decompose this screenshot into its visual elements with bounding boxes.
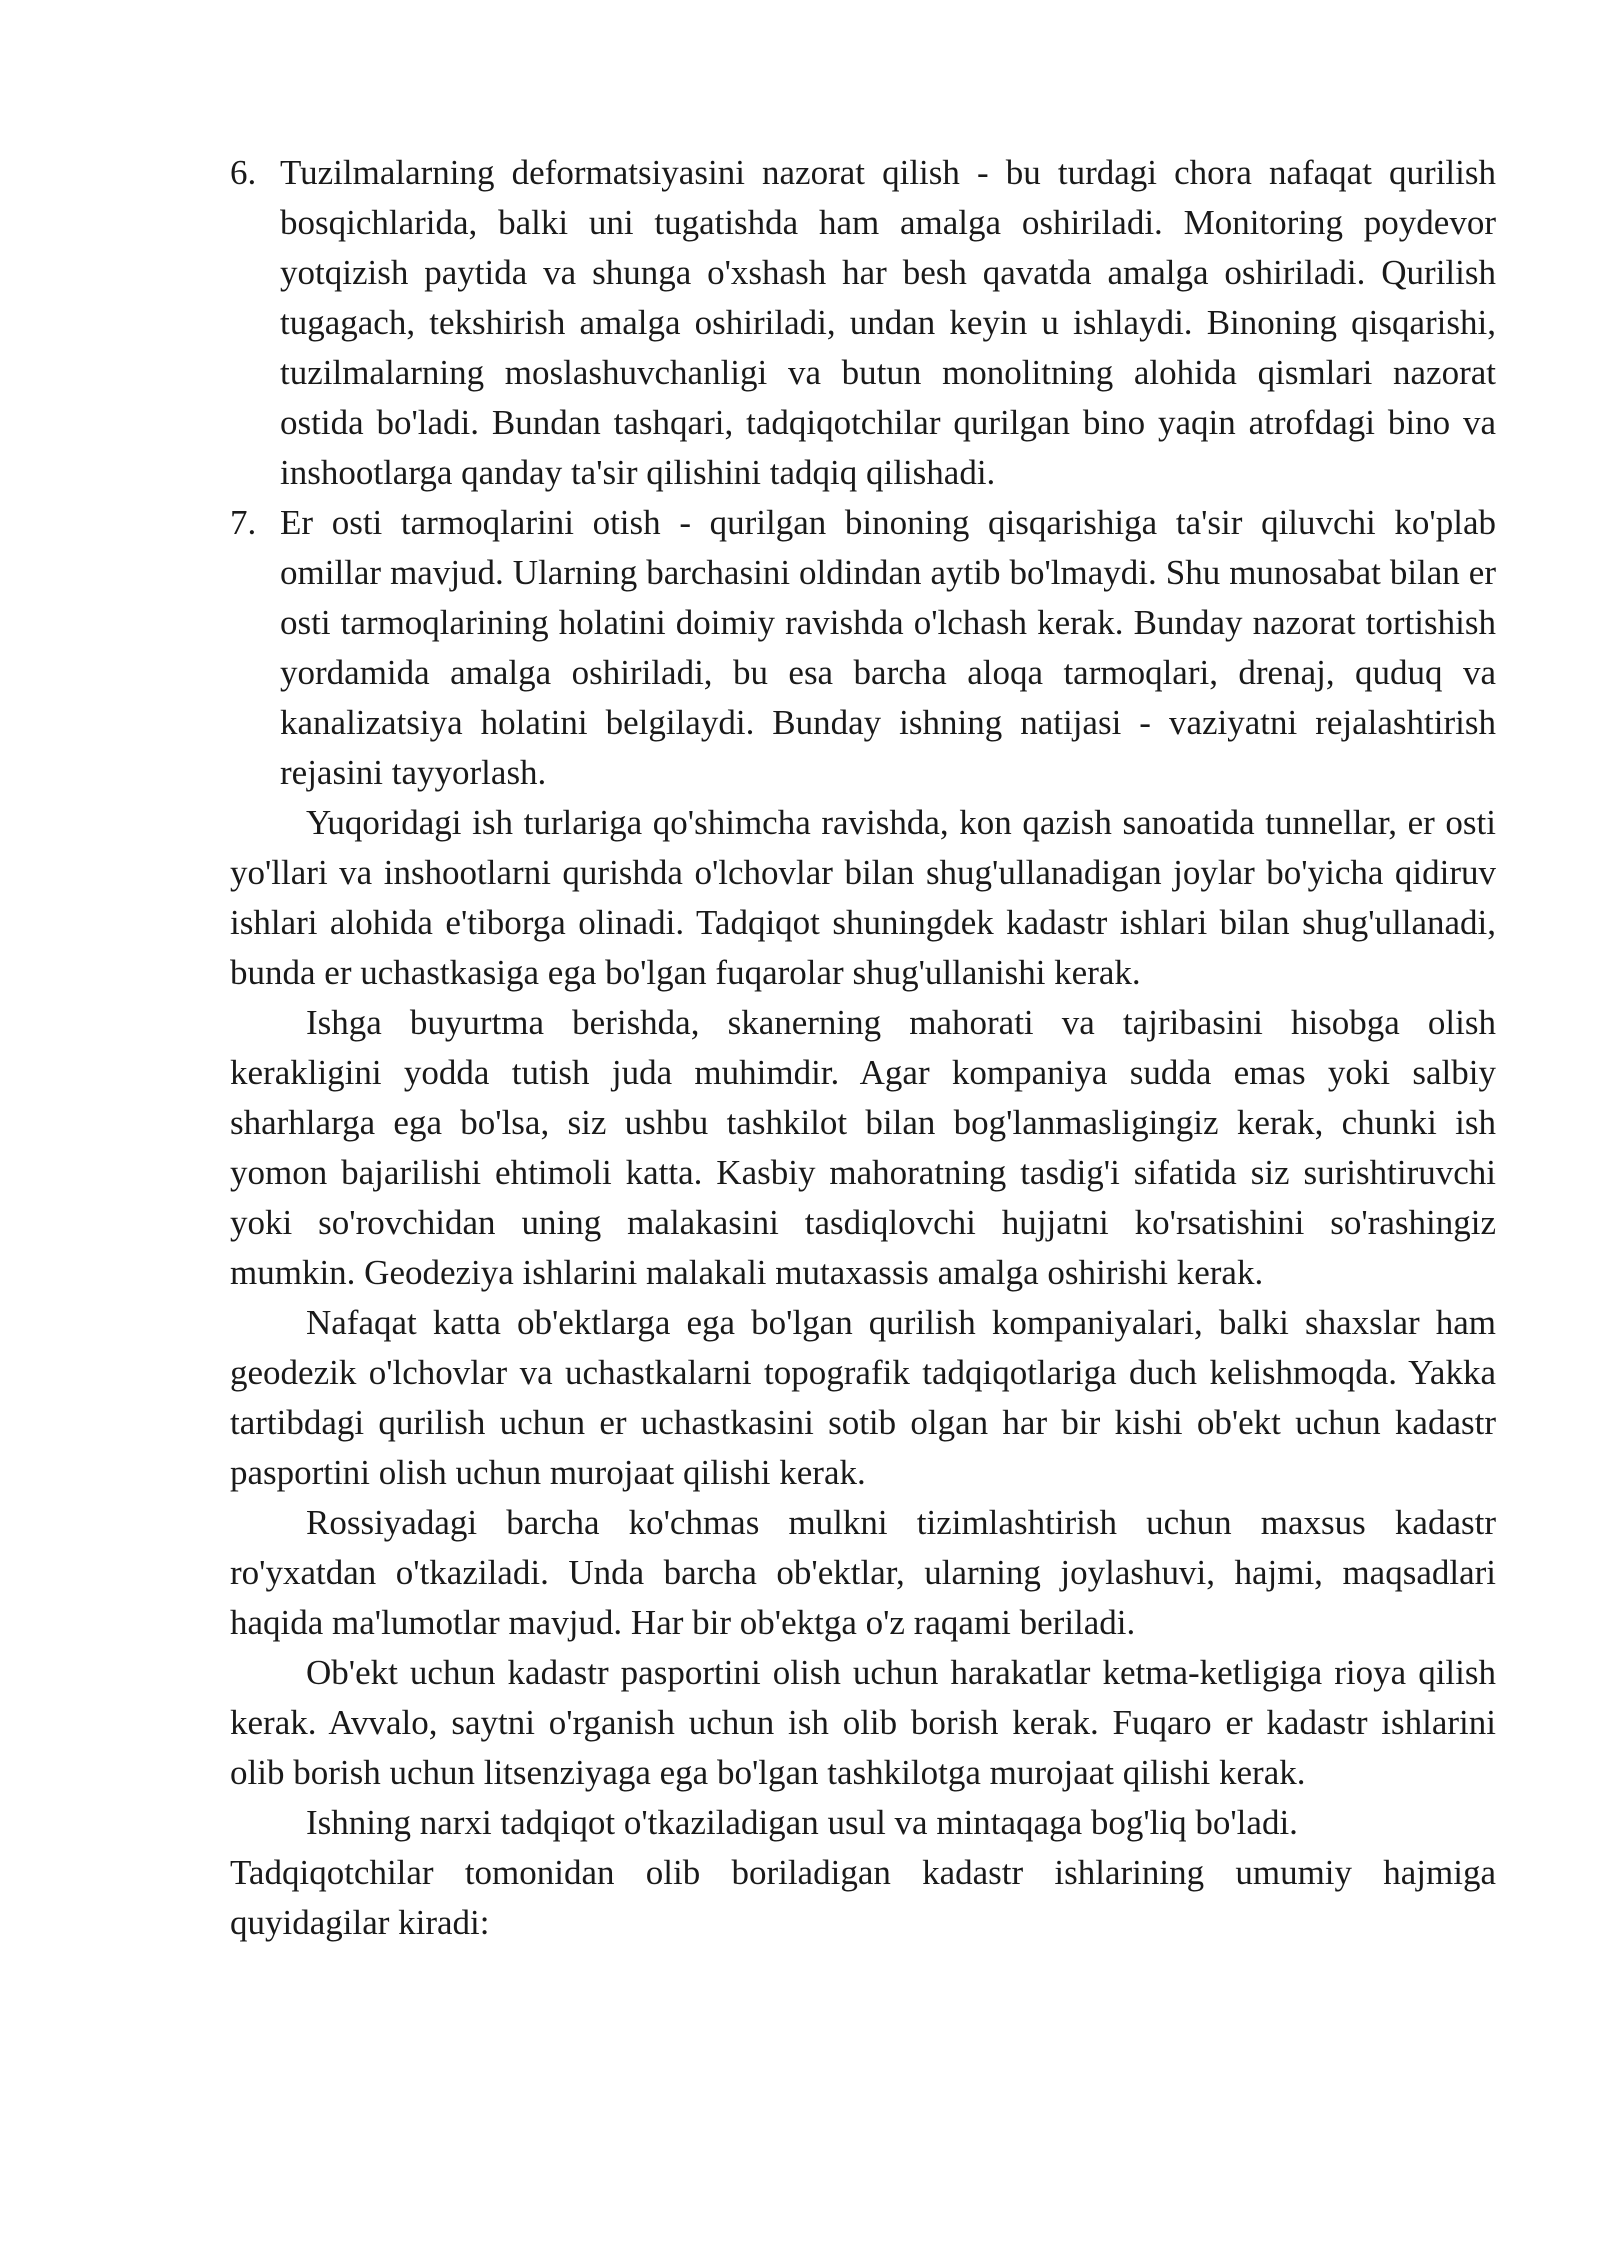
list-item-text: Er osti tarmoqlarini otish - qurilgan binoning qisqarishiga ta'sir qiluvchi ko'plab omillar mavjud. Ularning barchasini oldindan aytib bo'lmaydi. Shu munosabat bilan er osti tarmoqlarining holatini doimiy ravishda o'lchash kerak. Bunday nazorat tortishish yordamida amalga oshiriladi, bu esa barcha aloqa tarmoqlari, drenaj, quduq va kanalizatsiya holatini belgilaydi. Bunday ishning natijasi - vaziyatni rejalashtirish rejasini tayyorlash.	[280, 503, 1496, 792]
paragraph-ordering-work: Ishga buyurtma berishda, skanerning mahorati va tajribasini hisobga olish kerakligini yodda tutish juda muhimdir. Agar kompaniya sudda emas yoki salbiy sharhlarga ega bo'lsa, siz ushbu tashkilot bilan bog'lanmasligingiz kerak, chunki ish yomon bajarilishi ehtimoli katta. Kasbiy mahoratning tasdig'i sifatida siz surishtiruvchi yoki so'rovchidan uning malakasini tasdiqlovchi hujjatni ko'rsatishini so'rashingiz mumkin. Geodeziya ishlarini malakali mutaxassis amalga oshirishi kerak.	[230, 1003, 1496, 1292]
paragraph-price: Ishning narxi tadqiqot o'tkaziladigan usul va mintaqaga bog'liq bo'ladi.	[306, 1803, 1298, 1842]
list-number: 6.	[230, 153, 257, 192]
paragraph-individuals: Nafaqat katta ob'ektlarga ega bo'lgan qurilish kompaniyalari, balki shaxslar ham geodezik o'lchovlar va uchastkalarni topografik tadqiqotlariga duch kelishmoqda. Yakka tartibdagi qurilish uchun er uchastkasini sotib olgan har bir kishi ob'ekt uchun kadastr pasportini olish uchun murojaat qilishi kerak.	[230, 1303, 1496, 1492]
document-page	[230, 148, 1496, 1948]
list-number: 7.	[230, 503, 257, 542]
list-item-6	[230, 148, 1496, 498]
paragraph-additional-works: Yuqoridagi ish turlariga qo'shimcha ravishda, kon qazish sanoatida tunnellar, er osti yo'llari va inshootlarni qurishda o'lchovlar bilan shug'ullanadigan joylar bo'yicha qidiruv ishlari alohida e'tiborga olinadi. Tadqiqot shuningdek kadastr ishlari bilan shug'ullanadi, bunda er uchastkasiga ega bo'lgan fuqarolar shug'ullanishi kerak.	[230, 803, 1496, 992]
paragraph-cadastre-registry: Rossiyadagi barcha ko'chmas mulkni tizimlashtirish uchun maxsus kadastr ro'yxatdan o'tkaziladi. Unda barcha ob'ektlar, ularning joylashuvi, hajmi, maqsadlari haqida ma'lumotlar mavjud. Har bir ob'ektga o'z raqami beriladi.	[230, 1503, 1496, 1642]
paragraph-closing: Tadqiqotchilar tomonidan olib boriladigan kadastr ishlarining umumiy hajmiga quyidagilar kiradi:	[230, 1853, 1496, 1942]
paragraph-passport-steps: Ob'ekt uchun kadastr pasportini olish uchun harakatlar ketma-ketligiga rioya qilish kerak. Avvalo, saytni o'rganish uchun ish olib borish kerak. Fuqaro er kadastr ishlarini olib borish uchun litsenziyaga ega bo'lgan tashkilotga murojaat qilishi kerak.	[230, 1653, 1496, 1792]
list-item-text: Tuzilmalarning deformatsiyasini nazorat qilish - bu turdagi chora nafaqat qurilish bosqichlarida, balki uni tugatishda ham amalga oshiriladi. Monitoring poydevor yotqizish paytida va shunga o'xshash har besh qavatda amalga oshiriladi. Qurilish tugagach, tekshirish amalga oshiriladi, undan keyin u ishlaydi. Binoning qisqarishi, tuzilmalarning moslashuvchanligi va butun monolitning alohida qismlari nazorat ostida bo'ladi. Bundan tashqari, tadqiqotchilar qurilgan bino yaqin atrofdagi bino va inshootlarga qanday ta'sir qilishini tadqiq qilishadi.	[280, 153, 1496, 492]
list-item-7	[230, 498, 1496, 798]
